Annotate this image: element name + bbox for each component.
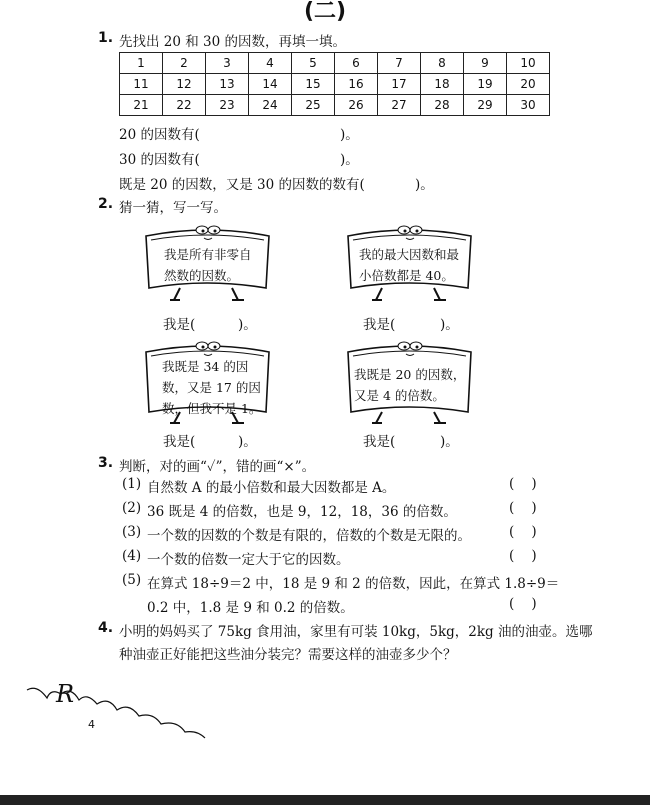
grid-cell: 11	[120, 74, 163, 95]
section-title: (二)	[303, 0, 347, 24]
cloud-decoration-icon	[25, 676, 215, 746]
q1-line1-end: )。	[340, 127, 359, 143]
card-4-answer-start: 我是(	[363, 434, 396, 450]
grid-row	[120, 53, 550, 74]
q3-item-1-text: 自然数 A 的最小倍数和最大因数都是 A。	[147, 480, 396, 496]
q3-item-3-label: (3)	[122, 524, 142, 540]
q4-line-1: 小明的妈妈买了 75kg 食用油，家里有可装 10kg，5kg，2kg 油的油壶。选哪	[119, 624, 593, 640]
card-4-line-1: 我既是 20 的因数，	[354, 367, 466, 382]
card-3-line-1: 我既是 34 的因	[162, 359, 249, 374]
card-3-answer-start: 我是(	[163, 434, 196, 450]
grid-cell: 1	[120, 53, 163, 74]
q1-number: 1.	[98, 30, 114, 46]
grid-cell: 4	[249, 53, 292, 74]
grid-cell: 5	[292, 53, 335, 74]
bottom-border	[0, 795, 650, 805]
card-3-line-3: 数，但我不是 1。	[162, 401, 262, 416]
card-1-answer-start: 我是(	[163, 317, 196, 333]
q3-item-3-text: 一个数的因数的个数是有限的，倍数的个数是无限的。	[147, 528, 471, 544]
grid-cell: 18	[421, 74, 464, 95]
q3-item-1-paren: ( )	[509, 476, 537, 492]
q3-item-2-paren: ( )	[509, 500, 537, 516]
grid-cell: 30	[507, 95, 550, 116]
q2-number: 2.	[98, 196, 114, 212]
grid-cell: 16	[335, 74, 378, 95]
card-3-line-2: 数，又是 17 的因	[162, 380, 261, 395]
q3-item-1-label: (1)	[122, 476, 142, 492]
card-3-answer-end: )。	[238, 434, 257, 450]
q4-line-2: 种油壶正好能把这些油分装完？需要这样的油壶多少个？	[119, 647, 457, 663]
q3-item-5-paren: ( )	[509, 596, 537, 612]
grid-cell: 24	[249, 95, 292, 116]
card-1-answer-end: )。	[238, 317, 257, 333]
q3-item-4-label: (4)	[122, 548, 142, 564]
grid-cell: 6	[335, 53, 378, 74]
card-2-answer-start: 我是(	[363, 317, 396, 333]
riddle-card-3	[140, 338, 275, 426]
grid-cell: 8	[421, 53, 464, 74]
card-1-line-1: 我是所有非零自	[164, 247, 252, 262]
q3-number: 3.	[98, 455, 114, 471]
q3-item-3-paren: ( )	[509, 524, 537, 540]
grid-cell: 14	[249, 74, 292, 95]
q1-line3-start: 既是 20 的因数，又是 30 的因数的数有(	[119, 177, 365, 193]
q3-item-2-text: 36 既是 4 的倍数，也是 9，12，18，36 的倍数。	[147, 504, 457, 520]
card-2-answer-end: )。	[440, 317, 459, 333]
grid-cell: 15	[292, 74, 335, 95]
grid-row	[120, 95, 550, 116]
grid-cell: 21	[120, 95, 163, 116]
q1-line2-start: 30 的因数有(	[119, 152, 200, 168]
q1-prompt: 先找出 20 和 30 的因数，再填一填。	[119, 34, 347, 50]
grid-cell: 17	[378, 74, 421, 95]
q3-item-5-continuation: 0.2 中，1.8 是 9 和 0.2 的倍数。	[147, 600, 354, 616]
grid-cell: 13	[206, 74, 249, 95]
q3-item-4-paren: ( )	[509, 548, 537, 564]
card-4-line-2: 又是 4 的倍数。	[354, 388, 445, 403]
grid-cell: 2	[163, 53, 206, 74]
grid-cell: 9	[464, 53, 507, 74]
grid-cell: 3	[206, 53, 249, 74]
q1-line1-start: 20 的因数有(	[119, 127, 200, 143]
card-2-line-2: 小倍数都是 40。	[359, 268, 454, 283]
grid-cell: 7	[378, 53, 421, 74]
grid-cell: 28	[421, 95, 464, 116]
grid-cell: 22	[163, 95, 206, 116]
grid-cell: 26	[335, 95, 378, 116]
grid-cell: 20	[507, 74, 550, 95]
page-number: 4	[88, 718, 95, 731]
card-4-answer-end: )。	[440, 434, 459, 450]
number-grid	[119, 52, 550, 116]
q3-item-4-text: 一个数的倍数一定大于它的因数。	[147, 552, 350, 568]
card-2-line-1: 我的最大因数和最	[359, 247, 460, 262]
q3-prompt: 判断，对的画“✓”，错的画“×”。	[119, 459, 316, 475]
grid-cell: 12	[163, 74, 206, 95]
grid-row	[120, 74, 550, 95]
grid-cell: 19	[464, 74, 507, 95]
q4-number: 4.	[98, 620, 114, 636]
q3-item-5-text: 在算式 18÷9＝2 中，18 是 9 和 2 的倍数，因此，在算式 1.8÷9＝	[147, 576, 560, 592]
riddle-card-2	[342, 222, 477, 304]
riddle-card-4	[342, 338, 477, 426]
grid-cell: 27	[378, 95, 421, 116]
q3-item-5-label: (5)	[122, 572, 142, 588]
q1-line3-end: )。	[415, 177, 434, 193]
card-1-line-2: 然数的因数。	[164, 268, 240, 283]
q3-item-2-label: (2)	[122, 500, 142, 516]
grid-cell: 29	[464, 95, 507, 116]
grid-cell: 10	[507, 53, 550, 74]
riddle-card-1	[140, 222, 275, 304]
publisher-logo: R	[56, 680, 75, 708]
grid-cell: 25	[292, 95, 335, 116]
q2-prompt: 猜一猜，写一写。	[119, 200, 227, 216]
q1-line2-end: )。	[340, 152, 359, 168]
grid-cell: 23	[206, 95, 249, 116]
